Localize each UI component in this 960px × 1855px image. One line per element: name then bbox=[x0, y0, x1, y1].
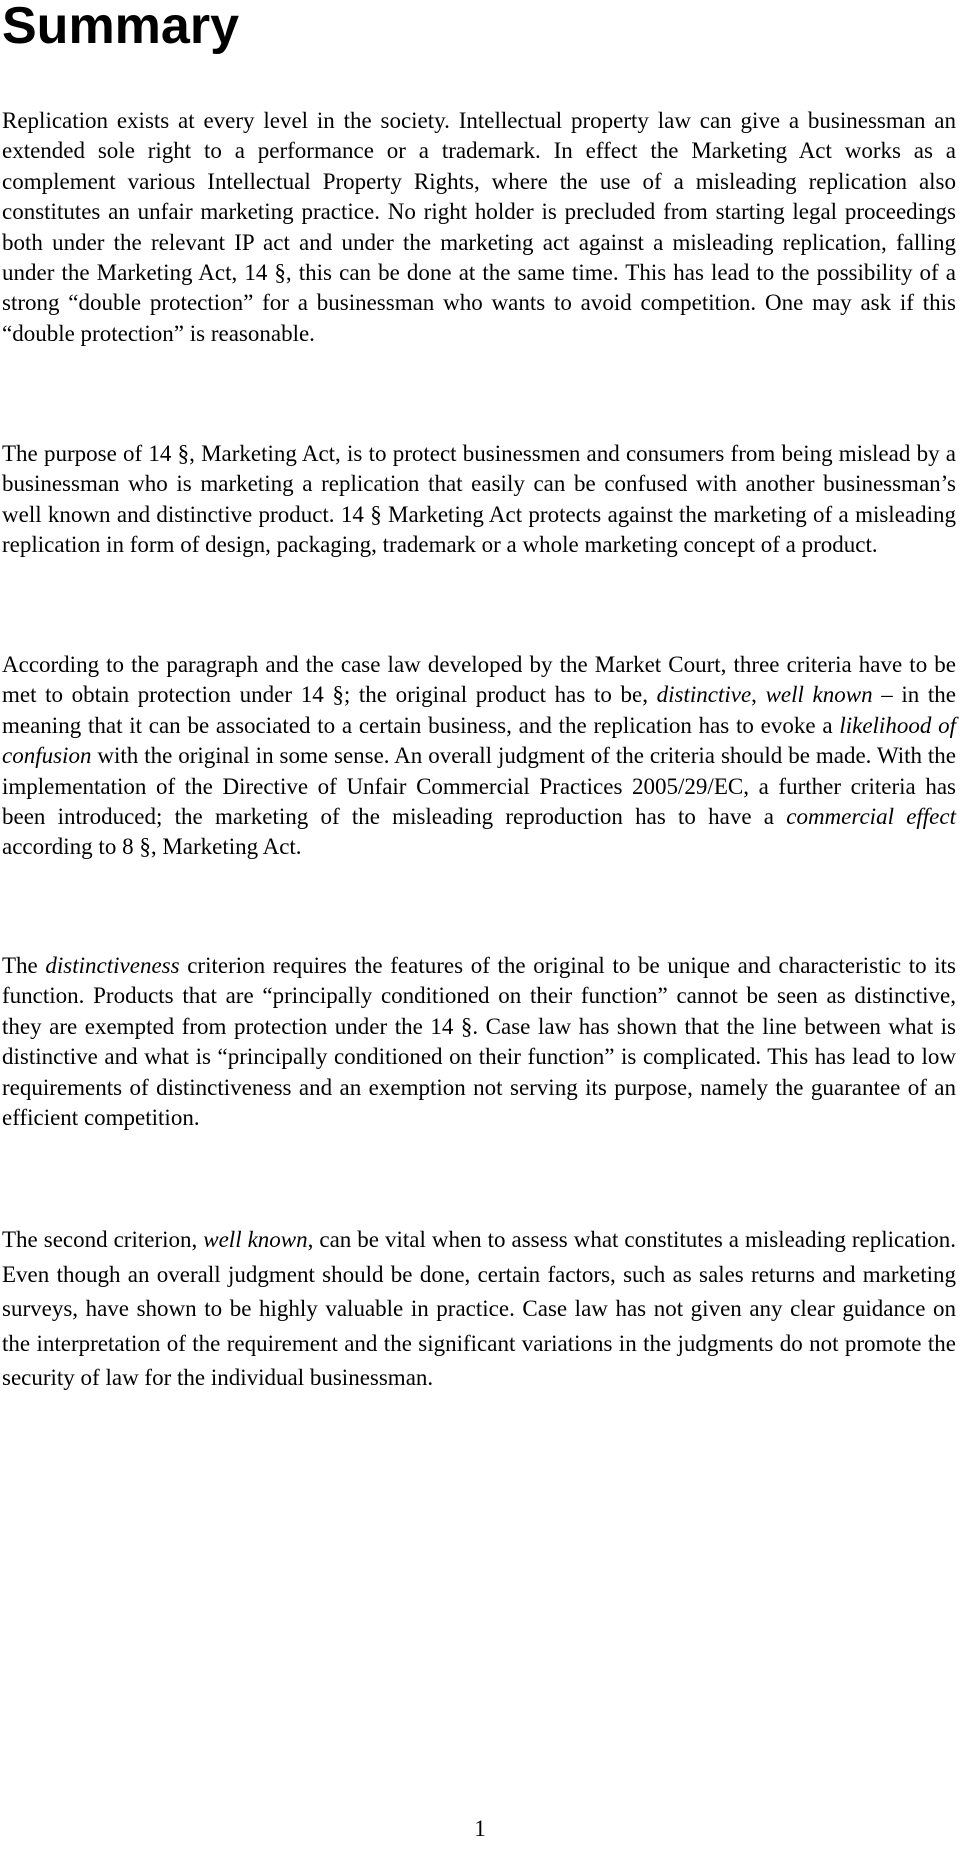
paragraph-4-text: The bbox=[2, 953, 46, 978]
term-distinctive: distinctive bbox=[656, 682, 752, 708]
paragraph-3-text: , bbox=[751, 682, 766, 708]
term-well-known: well known bbox=[203, 1227, 308, 1252]
paragraph-4 bbox=[2, 951, 956, 1133]
term-likelihood-of-confusion: likelihood of confusion bbox=[2, 712, 956, 769]
term-distinctiveness: distinctiveness bbox=[45, 953, 180, 978]
paragraph-3-text: – in the meaning that it can be associated to a certain business, and the replication has to evoke a bbox=[2, 682, 957, 738]
paragraph-5-text: , can be vital when to assess what constitutes a misleading replication. Even though an overall judgment should be done, certain factors, such as sales returns and marketing surveys, have shown to be highly valuable in practice. Case law has not given any clear guidance on the interpretation of the requirement and the significant variations in the judgments do not promote the security of law for the individual businessman. bbox=[2, 1227, 956, 1391]
term-commercial-effect: commercial effect bbox=[786, 804, 956, 830]
paragraph-3-text: According to the paragraph and the case law developed by the Market Court, three criteria have to be met to obtain protection under 14 §; the original product has to be, bbox=[2, 652, 956, 708]
page-title: Summary bbox=[2, 0, 239, 55]
page-number: 1 bbox=[474, 1816, 486, 1841]
paragraph-4-text: criterion requires the features of the original to be unique and characteristic to its function. Products that are “principally conditioned on their function” cannot be seen as distinctive, they are exempted from protection under the 14 §. Case law has shown that the line between what is distinctive and what is “principally conditioned on their function” is complicated. This has lead to low requirements of distinctiveness and an exemption not serving its purpose, namely the guarantee of an efficient competition. bbox=[2, 953, 956, 1131]
paragraph-3 bbox=[2, 650, 956, 863]
paragraph-3-text: with the original in some sense. An overall judgment of the criteria should be made. With the implementation of the Directive of Unfair Commercial Practices 2005/29/EC, a further criteria has been introduced; the marketing of the misleading reproduction has to have a bbox=[2, 743, 956, 830]
paragraph-2: The purpose of 14 §, Marketing Act, is to protect businessmen and consumers from being mislead by a businessman who is marketing a replication that easily can be confused with another businessman’s well known and distinctive product. 14 § Marketing Act protects against the marketing of a misleading replication in form of design, packaging, trademark or a whole marketing concept of a product. bbox=[2, 441, 956, 558]
term-well-known: well known bbox=[765, 682, 873, 708]
paragraph-5 bbox=[2, 1223, 956, 1396]
paragraph-1: Replication exists at every level in the society. Intellectual property law can give a businessman an extended sole right to a performance or a trademark. In effect the Marketing Act works as a complement various Intellectual Property Rights, where the use of a misleading replication also constitutes an unfair marketing practice. No right holder is precluded from starting legal proceedings both under the relevant IP act and under the marketing act against a misleading replication, falling under the Marketing Act, 14 §, this can be done at the same time. This has lead to the possibility of a strong “double protection” for a businessman who wants to avoid competition. One may ask if this “double protection” is reasonable. bbox=[2, 108, 956, 346]
paragraph-5-text: The second criterion, bbox=[2, 1227, 204, 1252]
paragraph-3-text: according to 8 §, Marketing Act. bbox=[2, 834, 302, 860]
